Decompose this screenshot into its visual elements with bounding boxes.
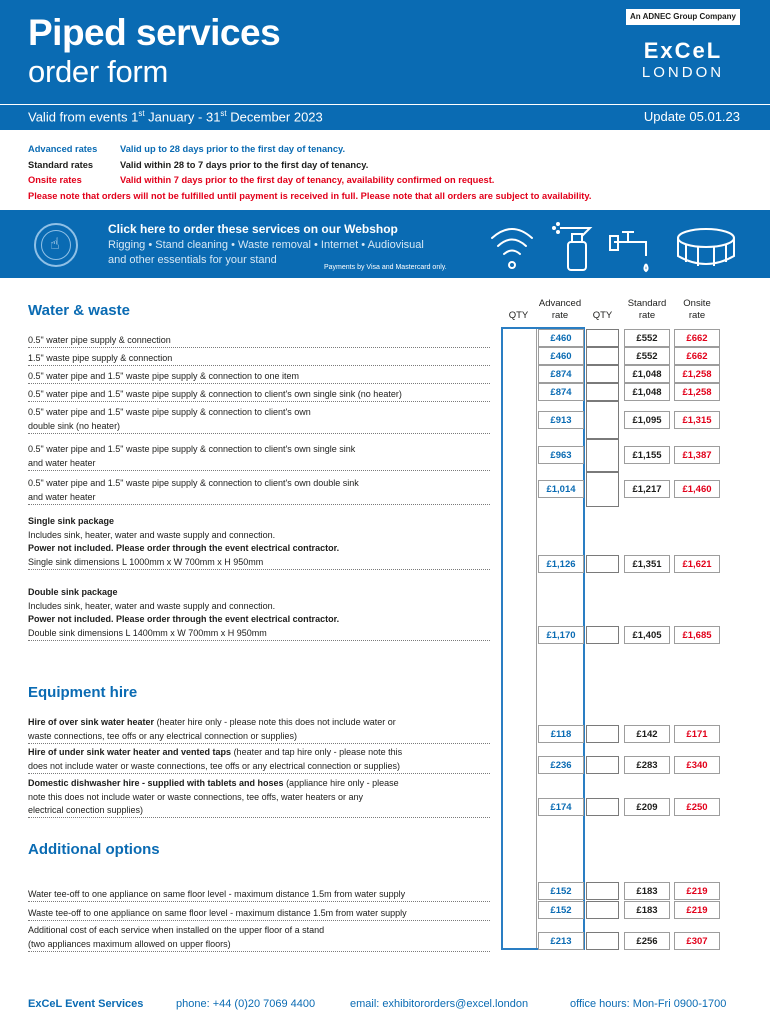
double-sink-package: Double sink package Includes sink, heater, water and waste supply and connection. Power not included. Please order through the event electrical contractor. Double sink dimensions L 1400mm x W 700mm x H 950mm — [28, 586, 490, 641]
advanced-price: £152 — [538, 901, 584, 919]
table-row: Waste tee-off to one appliance on same floor level - maximum distance 1.5m from water supply — [28, 907, 490, 921]
single-sink-package: Single sink package Includes sink, heater, water and waste supply and connection. Power not included. Please order through the event electrical contractor. Single sink dimensions L 1000mm x W 700mm x H 950mm — [28, 515, 490, 570]
webshop-services: Rigging • Stand cleaning • Waste removal • Internet • Audiovisual — [108, 239, 424, 251]
table-row: Hire of over sink water heater (heater hire only - please note this does not include water or waste connections, tee offs or any electrical connection or supplies) — [28, 716, 490, 744]
standard-price: £209 — [624, 798, 670, 816]
table-row: 0.5" water pipe and 1.5" waste pipe supply & connection to client's own single sink and water heater — [28, 443, 490, 471]
onsite-price: £219 — [674, 882, 720, 900]
qty-header-2: QTY — [592, 310, 613, 321]
footer-email[interactable]: email: exhibitororders@excel.london — [350, 998, 529, 1010]
standard-price: £552 — [624, 347, 670, 365]
advanced-price: £963 — [538, 446, 584, 464]
advanced-rate-header: Advanced rate — [538, 298, 582, 321]
table-row: Water tee-off to one appliance on same floor level - maximum distance 1.5m from water supply — [28, 888, 490, 902]
table-row: Domestic dishwasher hire - supplied with tablets and hoses (appliance hire only - please note this does not include water or waste connections, tee offs, water heaters or any electrical conection supplies) — [28, 777, 490, 818]
section-water-waste: Water & waste — [28, 302, 130, 319]
standard-price: £1,048 — [624, 365, 670, 383]
table-row: Hire of under sink water heater and vented taps (heater and tap hire only - please note this does not include water or waste connections, tee offs or any electrical connection or supplies) — [28, 746, 490, 774]
qty-column-divider — [536, 327, 537, 950]
footer-phone[interactable]: phone: +44 (0)20 7069 4400 — [176, 998, 316, 1010]
advanced-price: £118 — [538, 725, 584, 743]
standard-price: £1,095 — [624, 411, 670, 429]
standard-rates-label: Standard rates — [28, 159, 94, 170]
footer-company: ExCeL Event Services — [28, 998, 144, 1010]
advanced-price: £874 — [538, 383, 584, 401]
qty-input-standard[interactable] — [586, 756, 619, 774]
qty-input-standard[interactable] — [586, 439, 619, 472]
advanced-price: £913 — [538, 411, 584, 429]
advanced-price: £460 — [538, 329, 584, 347]
pool-icon — [678, 229, 734, 266]
onsite-price: £1,258 — [674, 383, 720, 401]
qty-input-standard[interactable] — [586, 901, 619, 919]
onsite-rate-header: Onsite rate — [683, 298, 711, 321]
table-row: 1.5" waste pipe supply & connection — [28, 352, 490, 366]
page-title: Piped services — [28, 12, 281, 53]
rates-legend — [28, 142, 748, 204]
qty-input-standard[interactable] — [586, 401, 619, 439]
qty-input-standard[interactable] — [586, 555, 619, 573]
standard-price: £1,351 — [624, 555, 670, 573]
validity-bar — [0, 104, 770, 130]
qty-input-advanced[interactable] — [503, 329, 536, 949]
standard-rates-text: Valid within 28 to 7 days prior to the first day of tenancy. — [120, 159, 369, 170]
onsite-price: £1,460 — [674, 480, 720, 498]
validity-text: Valid from events 1st January - 31st December 2023 — [28, 109, 323, 125]
tap-icon — [610, 232, 648, 271]
webshop-services-2: and other essentials for your stand — [108, 254, 277, 266]
standard-price: £283 — [624, 756, 670, 774]
onsite-price: £662 — [674, 329, 720, 347]
advanced-price: £874 — [538, 365, 584, 383]
service-icons — [486, 216, 746, 274]
section-additional-options: Additional options — [28, 841, 160, 858]
webshop-banner[interactable] — [0, 210, 770, 278]
qty-input-standard[interactable] — [586, 383, 619, 401]
standard-price: £256 — [624, 932, 670, 950]
webshop-link[interactable]: Click here to order these services on our Webshop — [108, 222, 398, 236]
table-row: 0.5" water pipe and 1.5" waste pipe supply & connection to one item — [28, 370, 490, 384]
qty-input-standard[interactable] — [586, 882, 619, 900]
onsite-price: £1,258 — [674, 365, 720, 383]
standard-price: £142 — [624, 725, 670, 743]
group-badge: An ADNEC Group Company — [626, 9, 740, 25]
table-row: 0.5" water pipe supply & connection — [28, 334, 490, 348]
standard-price: £183 — [624, 901, 670, 919]
table-row: 0.5" water pipe and 1.5" waste pipe supply & connection to client's own single sink (no heater) — [28, 388, 490, 402]
advanced-price: £152 — [538, 882, 584, 900]
payment-notice: Please note that orders will not be fulfilled until payment is received in full. Please note that all orders are subject to availability. — [28, 190, 592, 201]
onsite-price: £250 — [674, 798, 720, 816]
onsite-price: £307 — [674, 932, 720, 950]
payment-note: Payments by Visa and Mastercard only. — [324, 264, 447, 271]
onsite-price: £1,387 — [674, 446, 720, 464]
standard-price: £1,405 — [624, 626, 670, 644]
qty-input-standard[interactable] — [586, 626, 619, 644]
qty-header: QTY — [508, 310, 529, 321]
standard-price: £1,217 — [624, 480, 670, 498]
qty-input-standard[interactable] — [586, 329, 619, 347]
onsite-price: £1,621 — [674, 555, 720, 573]
advanced-rates-text: Valid up to 28 days prior to the first day of tenancy. — [120, 144, 346, 154]
qty-input-standard[interactable] — [586, 932, 619, 950]
update-date: Update 05.01.23 — [643, 109, 740, 124]
onsite-price: £1,685 — [674, 626, 720, 644]
onsite-price: £171 — [674, 725, 720, 743]
advanced-price: £213 — [538, 932, 584, 950]
onsite-price: £219 — [674, 901, 720, 919]
section-equipment-hire: Equipment hire — [28, 684, 138, 701]
onsite-price: £1,315 — [674, 411, 720, 429]
logo-text-bottom: LONDON — [641, 64, 725, 81]
header-band — [0, 0, 770, 104]
page-subtitle: order form — [28, 54, 168, 89]
advanced-rates-label: Advanced rates — [28, 144, 98, 154]
onsite-rates-label: Onsite rates — [28, 175, 82, 185]
onsite-price: £340 — [674, 756, 720, 774]
qty-input-standard[interactable] — [586, 365, 619, 383]
standard-price: £552 — [624, 329, 670, 347]
table-row: 0.5" water pipe and 1.5" waste pipe supply & connection to client's own double sink (no heater) — [28, 406, 490, 434]
spray-bottle-icon — [553, 223, 590, 270]
advanced-price: £460 — [538, 347, 584, 365]
table-row: Additional cost of each service when installed on the upper floor of a stand (two appliances maximum allowed on upper floors) — [28, 924, 490, 952]
advanced-price: £1,170 — [538, 626, 584, 644]
standard-price: £1,155 — [624, 446, 670, 464]
standard-price: £183 — [624, 882, 670, 900]
footer-hours: office hours: Mon-Fri 0900-1700 — [570, 998, 727, 1010]
hand-pointer-icon: ☝ — [50, 236, 60, 253]
standard-rate-header: Standard rate — [627, 298, 667, 321]
advanced-price: £236 — [538, 756, 584, 774]
wifi-icon — [492, 229, 532, 268]
qty-input-standard[interactable] — [586, 798, 619, 816]
advanced-price: £1,014 — [538, 480, 584, 498]
logo-text-top: ExCeL — [643, 38, 723, 63]
onsite-rates-text: Valid within 7 days prior to the first day of tenancy, availability confirmed on request. — [120, 175, 495, 185]
standard-price: £1,048 — [624, 383, 670, 401]
advanced-price: £174 — [538, 798, 584, 816]
table-row: 0.5" water pipe and 1.5" waste pipe supply & connection to client's own double sink and water heater — [28, 477, 490, 505]
qty-input-standard[interactable] — [586, 472, 619, 507]
advanced-price: £1,126 — [538, 555, 584, 573]
qty-input-standard[interactable] — [586, 725, 619, 743]
onsite-price: £662 — [674, 347, 720, 365]
qty-input-standard[interactable] — [586, 347, 619, 365]
excel-logo — [626, 38, 740, 86]
